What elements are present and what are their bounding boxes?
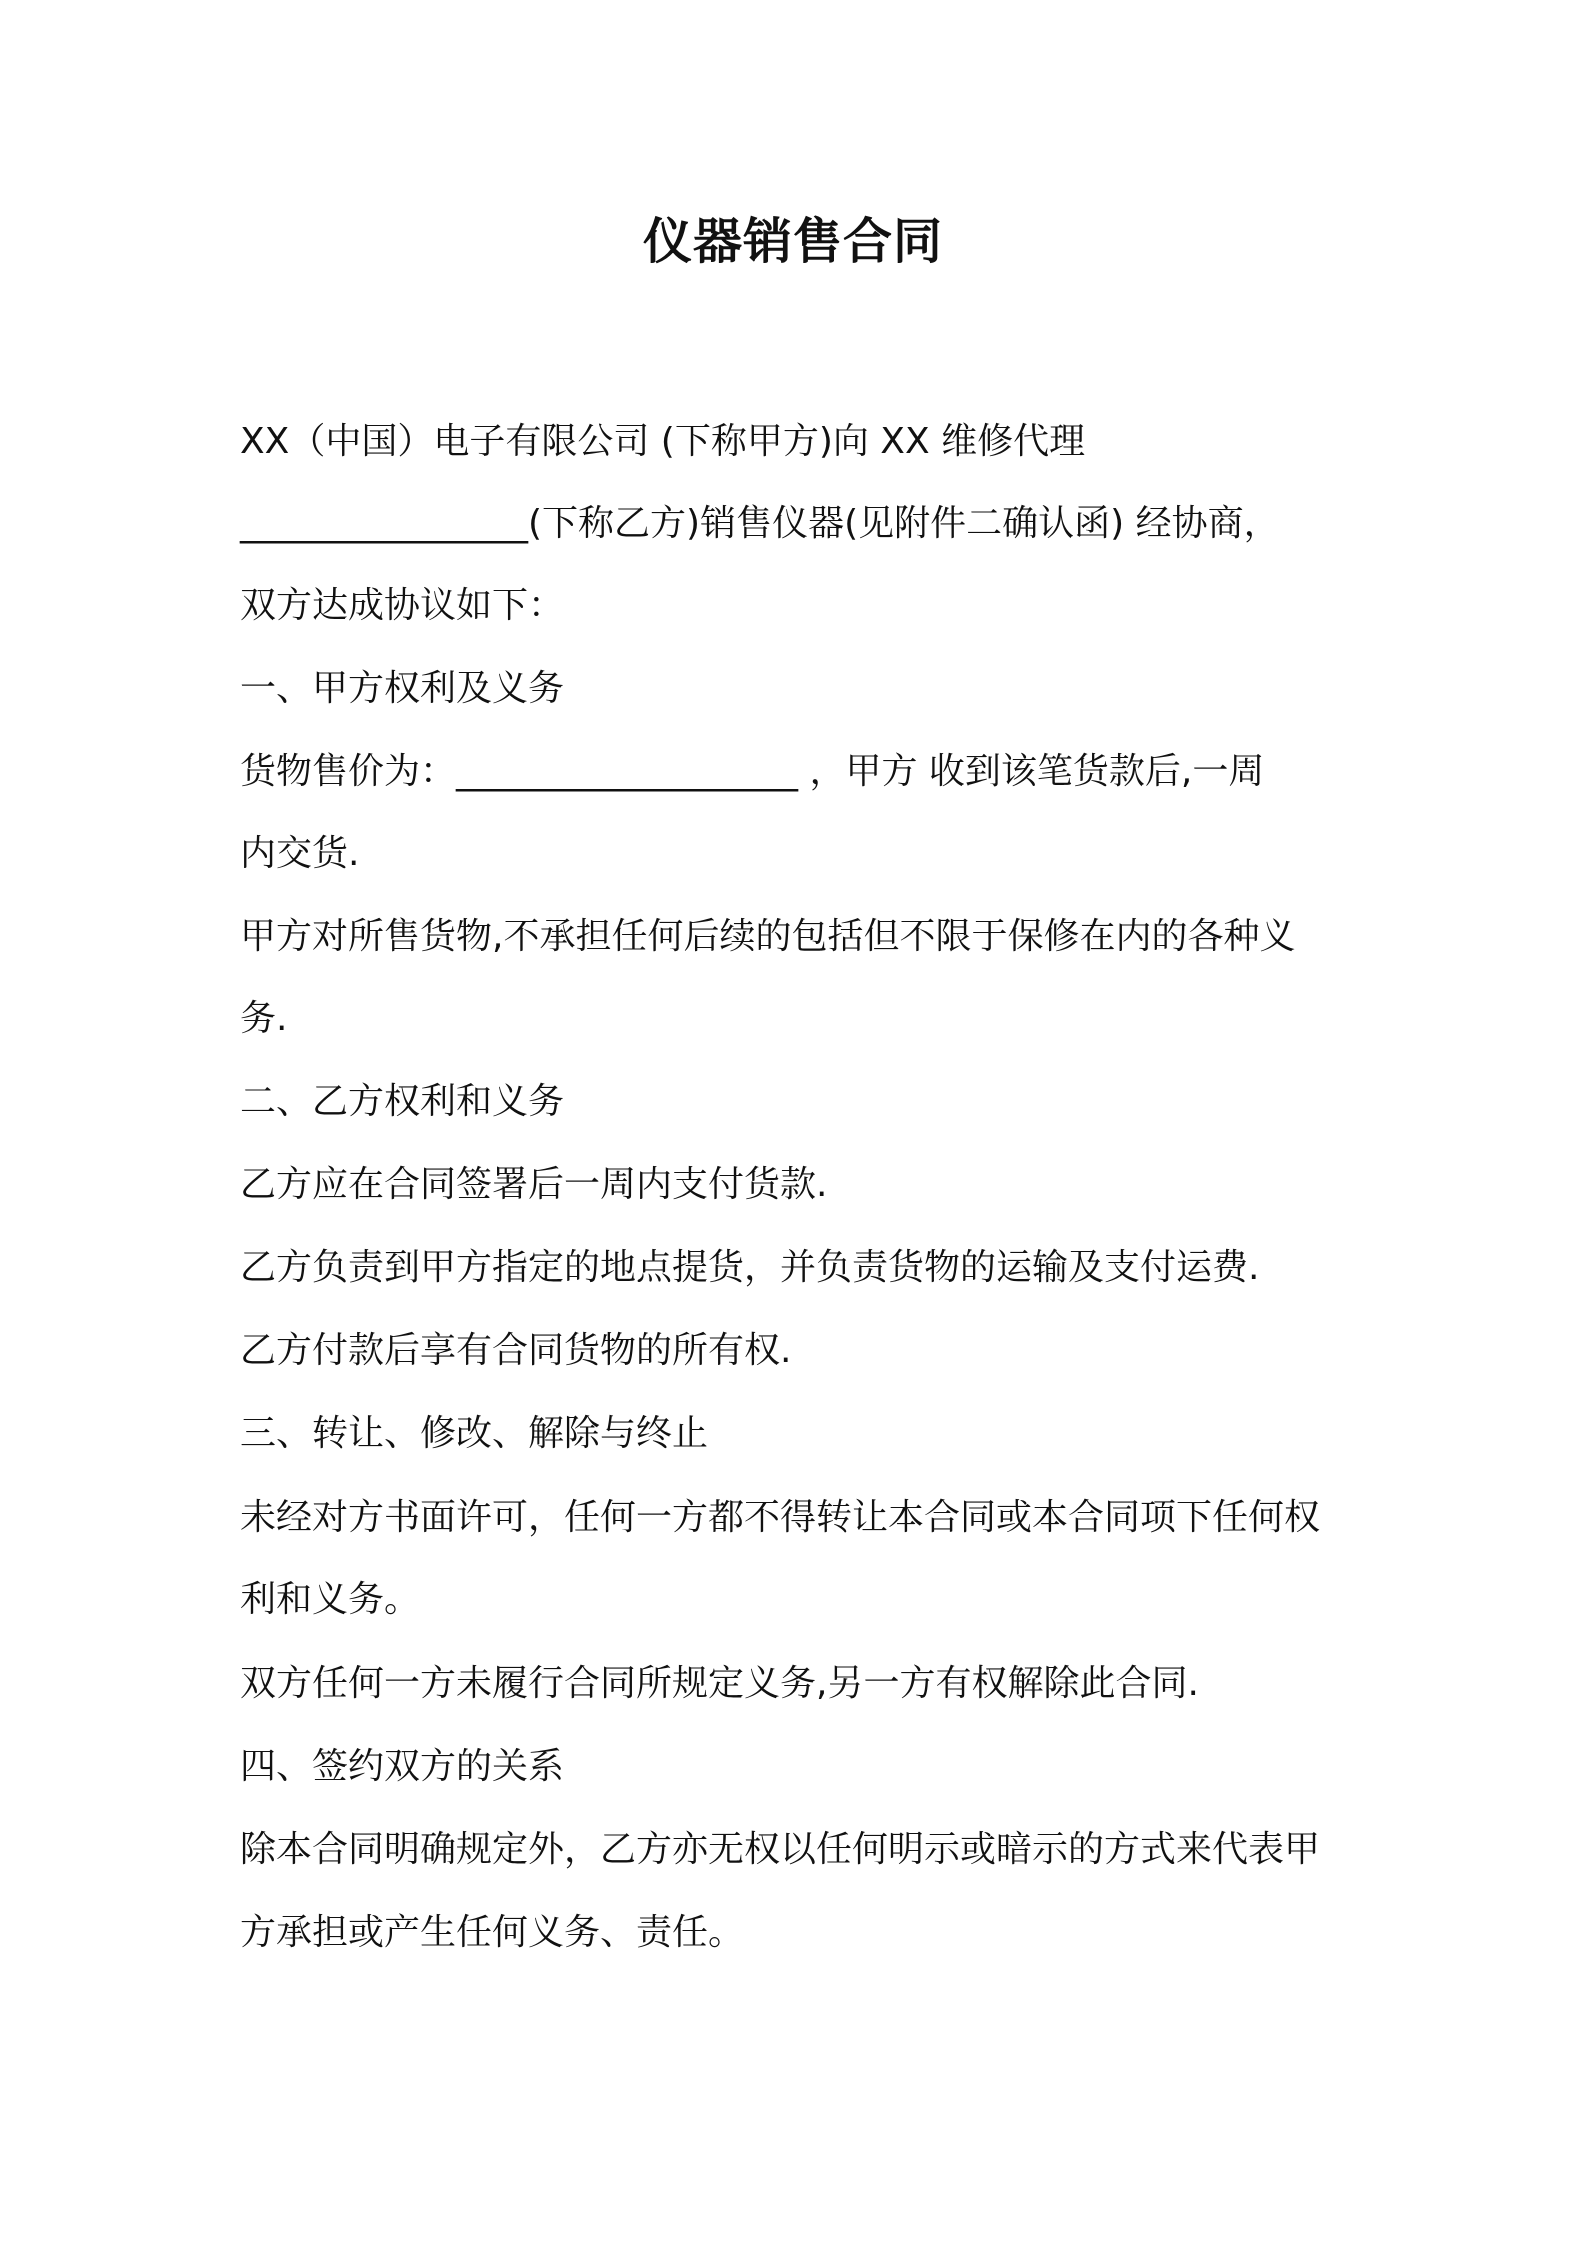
- section-heading-4: 四、签约双方的关系: [240, 1746, 565, 1787]
- paragraph-line-transfer-1: 未经对方书面许可，任何一方都不得转让本合同或本合同项下任何权: [240, 1497, 1321, 1538]
- section-heading-3: 三、转让、修改、解除与终止: [240, 1413, 709, 1454]
- paragraph-line-ownership: 乙方付款后享有合同货物的所有权.: [240, 1330, 792, 1371]
- paragraph-line-warranty-1: 甲方对所售货物,不承担任何后续的包括但不限于保修在内的各种义: [240, 916, 1296, 957]
- paragraph-line-pickup: 乙方负责到甲方指定的地点提货，并负责货物的运输及支付运费.: [240, 1247, 1260, 1288]
- paragraph-line-parties-1: XX（中国）电子有限公司 (下称甲方)向 XX 维修代理: [240, 421, 1086, 462]
- paragraph-line-warranty-2: 务.: [240, 998, 288, 1039]
- section-heading-2: 二、乙方权利和义务: [240, 1081, 565, 1122]
- section-heading-1: 一、甲方权利及义务: [240, 668, 565, 709]
- paragraph-line-parties-2: ________________(下称乙方)销售仪器(见附件二确认函) 经协商，: [240, 503, 1280, 544]
- paragraph-line-termination: 双方任何一方未履行合同所规定义务,另一方有权解除此合同.: [240, 1663, 1199, 1704]
- document-title: 仪器销售合同: [642, 213, 943, 270]
- paragraph-line-relationship-2: 方承担或产生任何义务、责任。: [240, 1912, 745, 1953]
- paragraph-line-price-2: 内交货.: [240, 833, 360, 874]
- paragraph-line-transfer-2: 利和义务。: [240, 1579, 421, 1620]
- paragraph-line-payment: 乙方应在合同签署后一周内支付货款.: [240, 1164, 828, 1205]
- paragraph-line-relationship-1: 除本合同明确规定外，乙方亦无权以任何明示或暗示的方式来代表甲: [240, 1829, 1321, 1870]
- paragraph-line-parties-3: 双方达成协议如下：: [240, 585, 565, 626]
- paragraph-line-price-1: 货物售价为：___________________ ，甲方 收到该笔货款后,一周: [240, 751, 1265, 792]
